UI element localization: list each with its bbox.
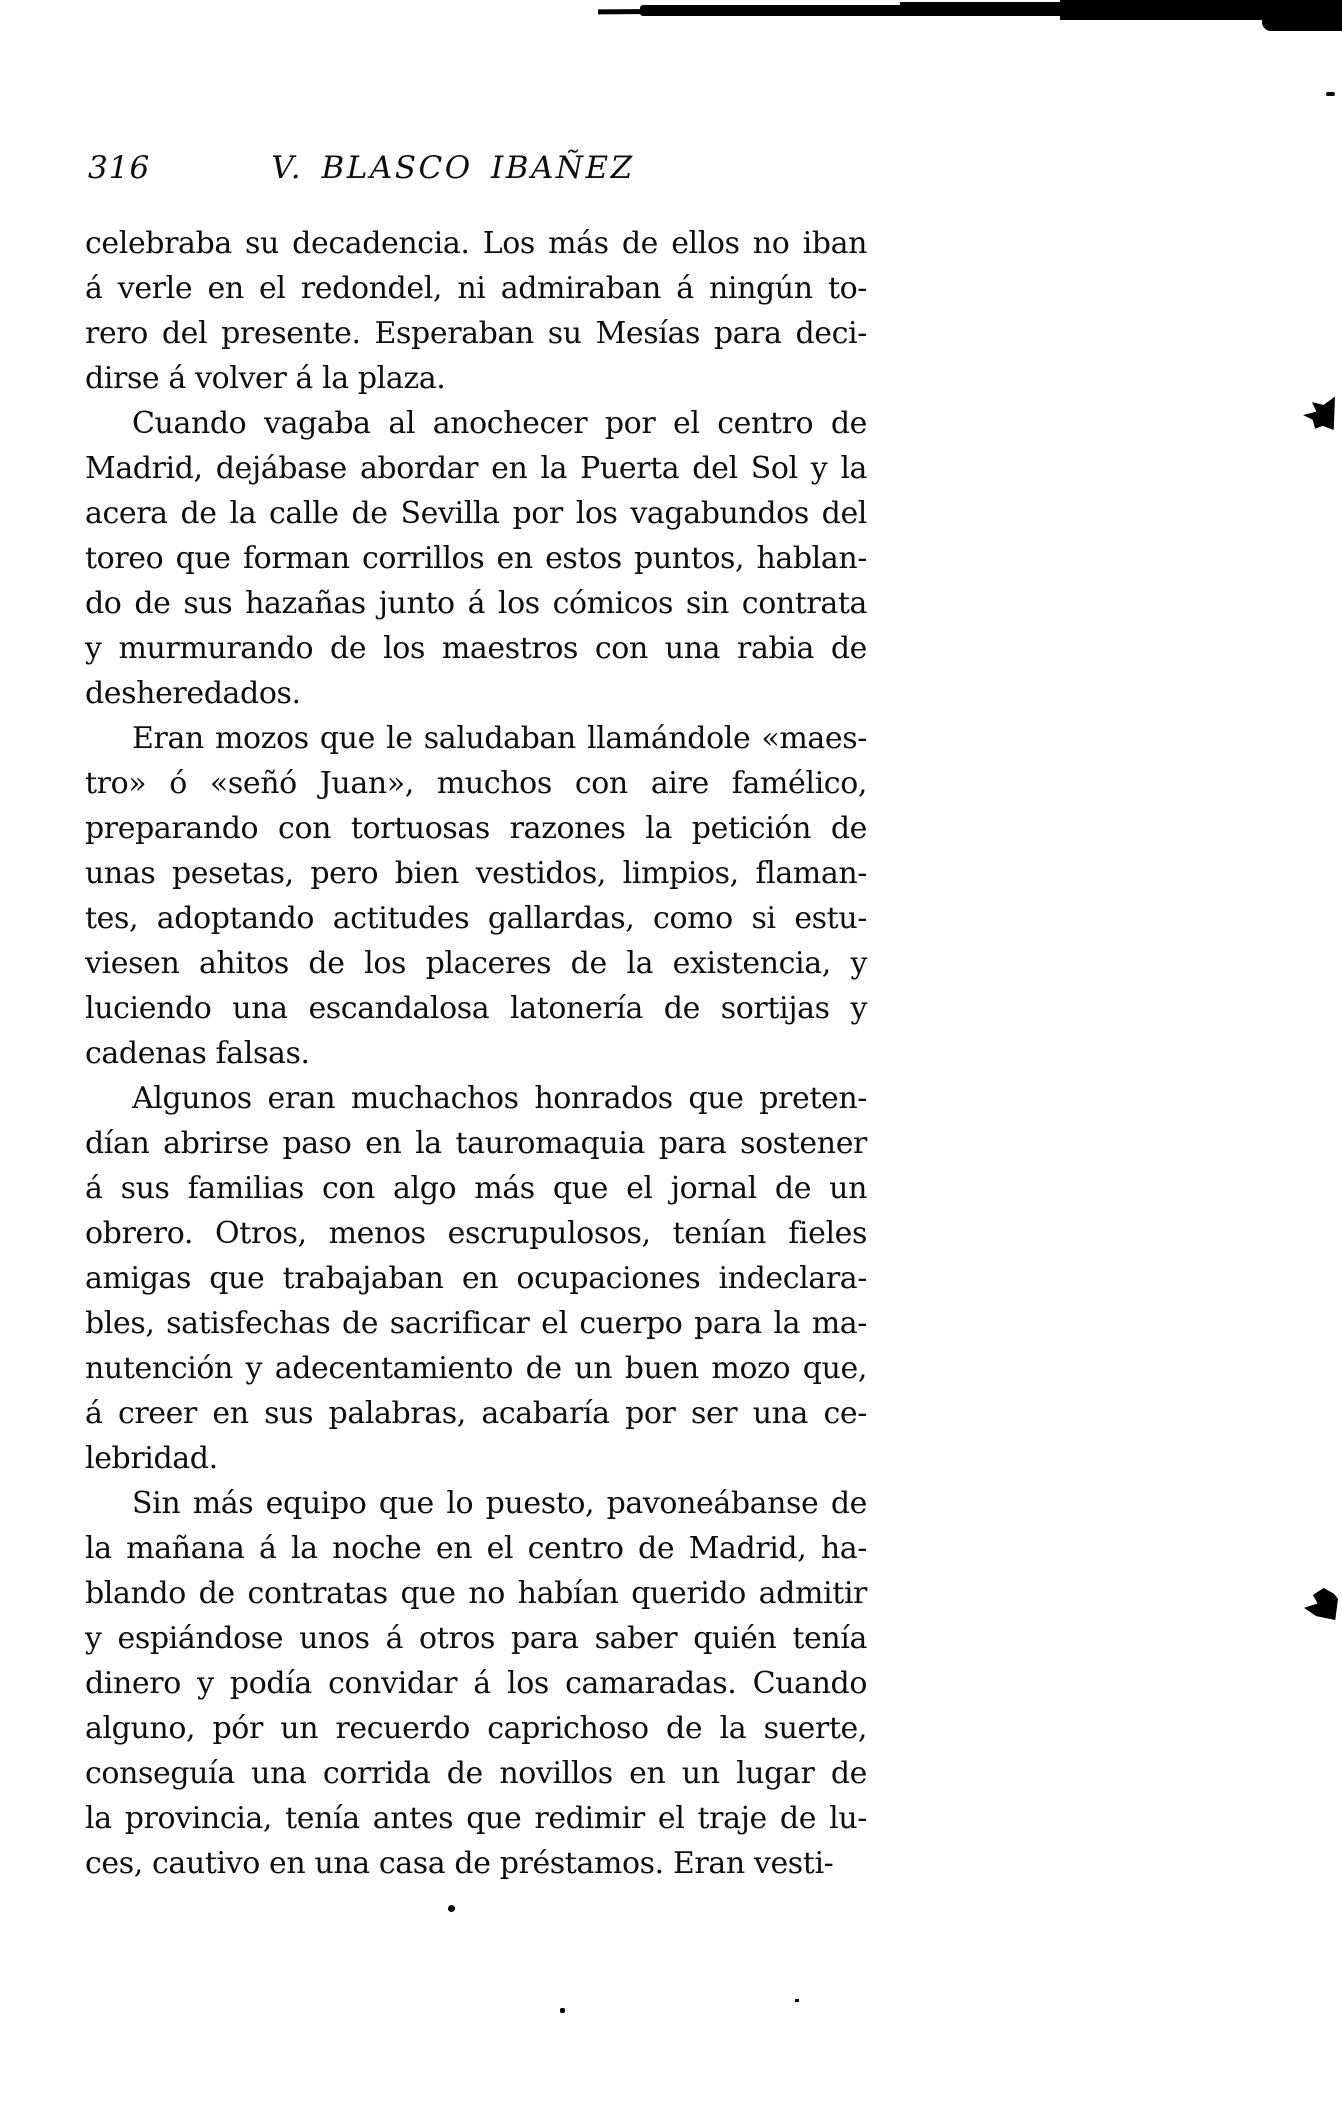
text-line: Cuando vagaba al anochecer por el centro de [132, 406, 867, 441]
text-line: bles, satisfechas de sacrificar el cuerpo para la ma- [85, 1306, 867, 1341]
scan-artifact-speck [1326, 92, 1335, 96]
page-number: 316 [88, 150, 151, 186]
text-line: rero del presente. Esperaban su Mesías para deci- [85, 316, 867, 351]
text-line: do de sus hazañas junto á los cómicos sin contrata [85, 586, 867, 621]
text-line: lebridad. [85, 1441, 218, 1476]
text-line: blando de contratas que no habían querido admitir [85, 1576, 867, 1611]
text-block [85, 221, 867, 1886]
paragraph [85, 221, 867, 401]
text-line: celebraba su decadencia. Los más de ellos no iban [85, 226, 867, 261]
text-line: á creer en sus palabras, acabaría por ser una ce- [85, 1396, 867, 1431]
text-line: tro» ó «señó Juan», muchos con aire famélico, [85, 766, 867, 801]
text-line: ces, cautivo en una casa de préstamos. Eran vesti- [85, 1846, 834, 1881]
text-line: y espiándose unos á otros para saber quién tenía [85, 1621, 867, 1656]
scan-artifact-ink-blob [1303, 396, 1335, 430]
text-line: cadenas falsas. [85, 1036, 310, 1071]
text-line: Madrid, dejábase abordar en la Puerta del Sol y la [85, 451, 867, 486]
text-line: dían abrirse paso en la tauromaquia para sostener [85, 1126, 867, 1161]
text-line: la provincia, tenía antes que redimir el traje de lu- [85, 1801, 867, 1836]
text-line: luciendo una escandalosa latonería de sortijas y [85, 991, 867, 1026]
text-line: la mañana á la noche en el centro de Madrid, ha- [85, 1531, 867, 1566]
scan-artifact-speck [560, 2008, 565, 2013]
text-line: viesen ahitos de los placeres de la existencia, y [85, 946, 867, 981]
text-line: Eran mozos que le saludaban llamándole «maes- [132, 721, 867, 756]
text-line: conseguía una corrida de novillos en un lugar de [85, 1756, 867, 1791]
text-line: nutención y adecentamiento de un buen mozo que, [85, 1351, 867, 1386]
text-line: obrero. Otros, menos escrupulosos, tenían fieles [85, 1216, 867, 1251]
text-line: y murmurando de los maestros con una rabia de [85, 631, 867, 666]
text-line: dinero y podía convidar á los camaradas. Cuando [85, 1666, 867, 1701]
text-line: dirse á volver á la plaza. [85, 361, 446, 396]
text-line: Sin más equipo que lo puesto, pavoneábanse de [132, 1486, 867, 1521]
text-line: unas pesetas, pero bien vestidos, limpios, flaman- [85, 856, 867, 891]
page-header [0, 150, 1342, 194]
paragraph [85, 401, 867, 716]
scan-artifact-speck [795, 1999, 799, 2002]
text-line: amigas que trabajaban en ocupaciones indeclara- [85, 1261, 867, 1296]
paragraph [85, 716, 867, 1076]
paragraph [85, 1076, 867, 1481]
running-title: V. BLASCO IBAÑEZ [271, 150, 635, 186]
text-line: Algunos eran muchachos honrados que preten- [132, 1081, 867, 1116]
text-line: alguno, pór un recuerdo caprichoso de la suerte, [85, 1711, 867, 1746]
text-line: preparando con tortuosas razones la petición de [85, 811, 867, 846]
text-line: acera de la calle de Sevilla por los vagabundos del [85, 496, 867, 531]
text-line: toreo que forman corrillos en estos puntos, hablan- [85, 541, 867, 576]
scan-artifact-top-bar [1262, 0, 1342, 31]
text-line: á sus familias con algo más que el jornal de un [85, 1171, 867, 1206]
text-line: tes, adoptando actitudes gallardas, como si estu- [85, 901, 867, 936]
scan-artifact-ink-blob [1304, 1588, 1338, 1620]
scan-artifact-dot [448, 1905, 455, 1912]
text-line: á verle en el redondel, ni admiraban á ningún to- [85, 271, 867, 306]
paragraph [85, 1481, 867, 1886]
text-line: desheredados. [85, 676, 301, 711]
